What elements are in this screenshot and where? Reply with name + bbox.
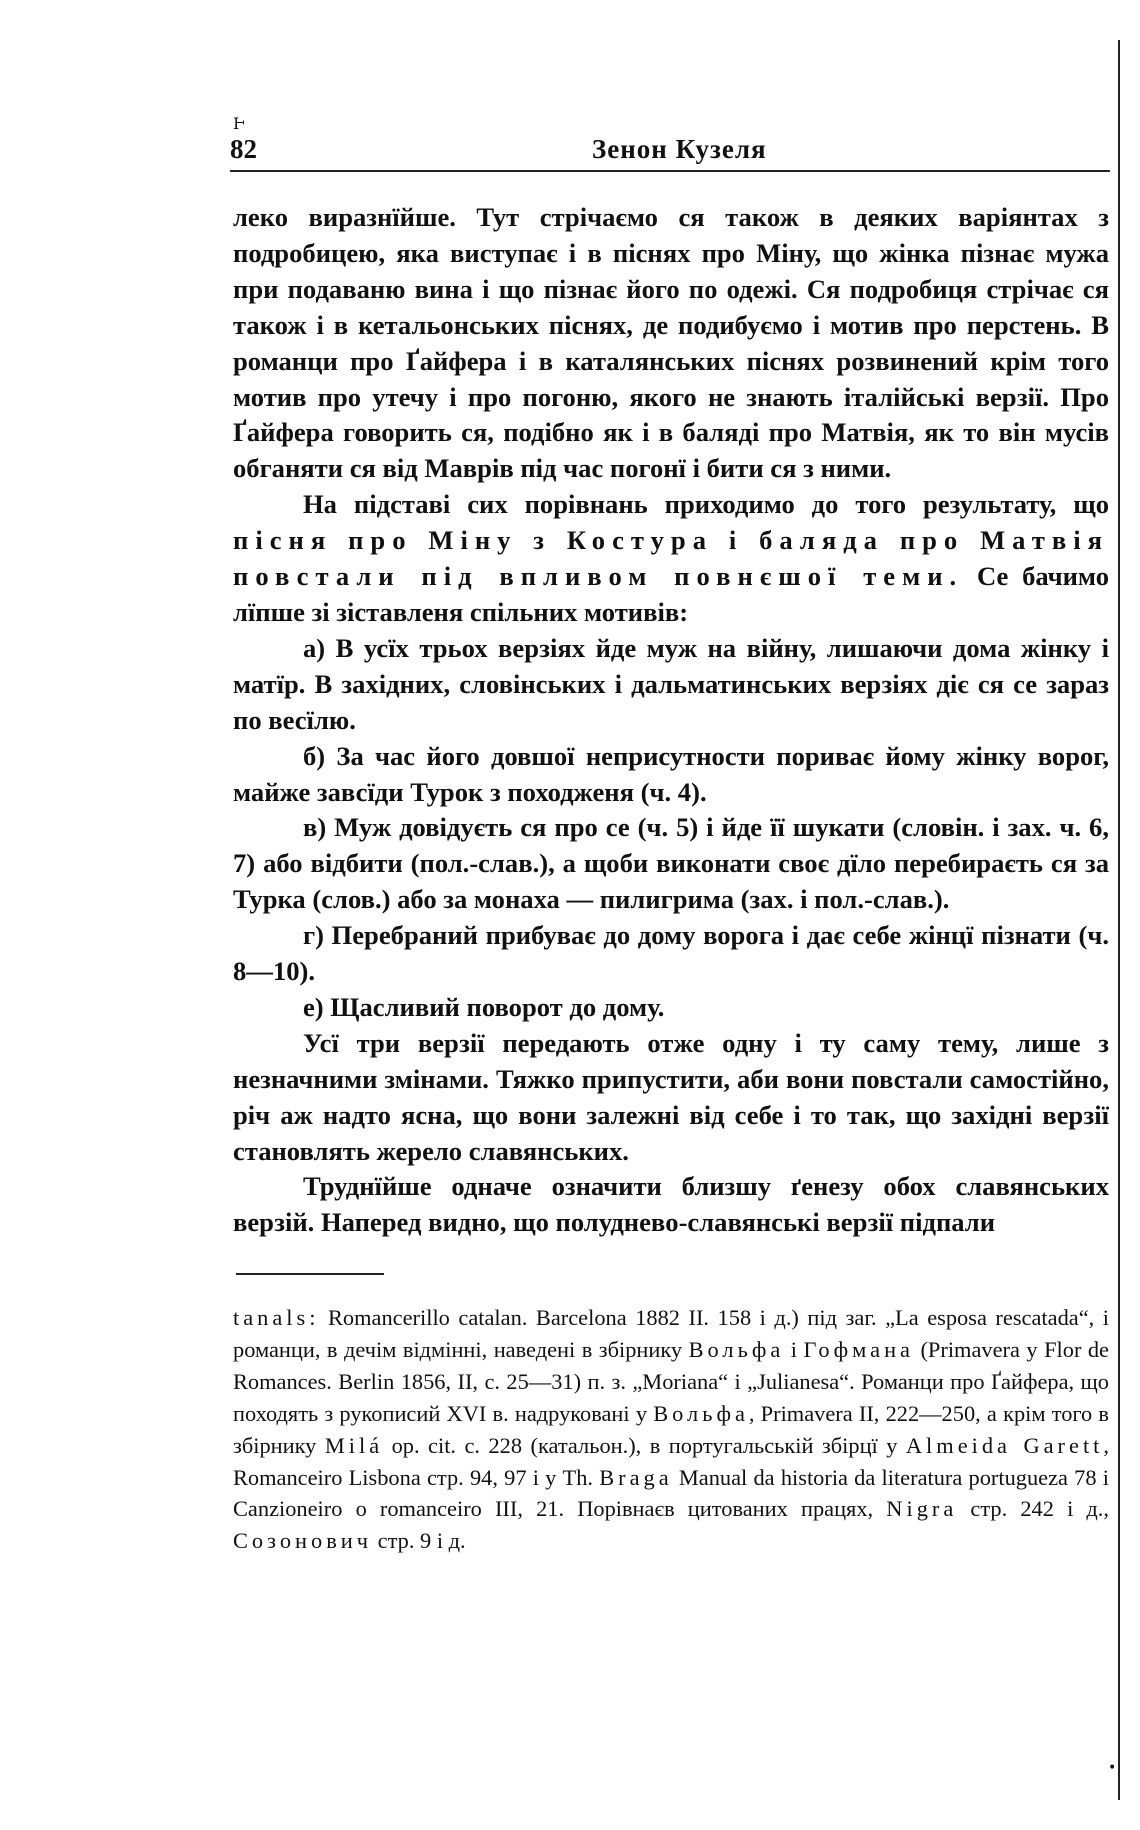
header-tick-mark: Ͱ — [233, 114, 245, 133]
fn-author: Braga — [599, 1464, 673, 1490]
main-text — [233, 200, 1109, 1241]
fn-author: Almeida Garett — [905, 1432, 1104, 1458]
running-header — [230, 134, 1110, 172]
fn-part: , Primavera II, 222—250, а крім того в збірнику — [233, 1400, 1109, 1458]
list-item-g: г) Перебраний прибуває до дому ворога і дає себе жінцї пізнати (ч. 8—10). — [233, 920, 1109, 987]
fn-author: Гофмана — [803, 1336, 914, 1362]
paragraph-results — [233, 487, 1109, 631]
list-item-b: б) За час його довшої неприсутности пориває йому жінку ворог, майже завсїди Турок з походженя (ч. 4). — [233, 740, 1109, 807]
fn-author: Вольфа — [688, 1336, 785, 1362]
list-item-a: а) В усїх трьох верзіях йде муж на війну, лишаючи дома жінку і матїр. В західних, словінських і дальматинських верзіях діє ся се зараз по весїлю. — [233, 632, 1109, 735]
fn-author: Вольфа — [653, 1400, 749, 1426]
running-title: Зенон Кузеля — [592, 134, 767, 164]
footnote — [233, 1302, 1109, 1557]
fn-part: tanals: — [233, 1305, 320, 1330]
list-item-v: в) Муж довідуєть ся про се (ч. 5) і йде її шукати (словін. і зах. ч. 6, 7) або відбити (пол.-слав.), а щоби виконати своє дїло перебираєть ся за Турка (слов.) або за монаха — пилигрима (зах. і пол.-слав.). — [233, 812, 1109, 915]
footnote-text — [233, 1302, 1109, 1557]
fn-part: і — [784, 1336, 804, 1362]
page-number: 82 — [230, 134, 257, 164]
fn-part: стр. 9 і д. — [372, 1528, 466, 1554]
paragraph-results-end: Се бачимо лїпше зі зіставленя спільних мотивів: — [233, 561, 1109, 627]
fn-part: Manual da historia da literatura portugueza 78 і Canzioneiro o romanceiro III, 21. Порівнаєв цитованих працях, — [233, 1464, 1109, 1522]
page-edge-line — [1118, 40, 1120, 1800]
paragraph-continued: леко виразнїйше. Тут стрічаємо ся також в деяких варіянтах з подробицею, яка виступає і в піснях про Міну, що жінка пізнає мужа при подаваню вина і що пізнає його по одежі. Ся подробиця стрічає ся також і в кетальонських піснях, де подибуємо і мотив про перстень. В романци про Ґайфера і в каталянських піснях розвинений крім того мотив про утечу і про погоню, якого не знають італійські верзії. Про Ґайфера говорить ся, подібно як і в баляді про Матвія, як то він мусів обганяти ся від Маврів під час погонї і бити ся з ними. — [233, 202, 1109, 484]
paragraph-genesis: Труднїйше одначе означити близшу ґенезу обох славянських верзій. Наперед видно, що полудневo-славянські верзії підпали — [233, 1171, 1109, 1238]
fn-author: Nigra — [886, 1496, 958, 1522]
fn-part: стр. 242 і д., — [957, 1496, 1110, 1522]
fn-author: Milá — [324, 1432, 384, 1458]
paragraph-three-versions: Усї три верзії передають отже одну і ту саму тему, лише з незначними змінами. Тяжко припустити, аби вони повстали самостійно, річ аж надто ясна, що вони залежні від себе і то так, що західні верзії становлять жерело славянських. — [233, 1027, 1109, 1166]
bottom-dot: • — [1108, 1760, 1117, 1776]
fn-part: Romancerillo catalan. Barcelona 1882 II. 158 і д.) під заг. „La esposa rescatada“, і романци, в дечім відмінні, наведені в збірнику — [233, 1305, 1109, 1362]
fn-part: , Romanceiro Lisbona стр. 94, 97 і у Th. — [233, 1432, 1109, 1490]
fn-part: op. cit. с. 228 (катальон.), в португальській збірцї у — [383, 1432, 906, 1458]
fn-part: (Primavera y Flor de Romances. Berlin 1856, II, с. 25—31) п. з. „Moriana“ і „Julianesa“. Романци про Ґайфера, що походять з рукописий XVI в. надруковані у — [233, 1336, 1109, 1426]
spaced-emphasis: пісня про Міну з Костура і баляда про Матвія повстали під впливом повнєшої теми. — [233, 525, 1109, 592]
fn-author: Созонович — [233, 1528, 373, 1554]
footnote-divider — [236, 1273, 384, 1275]
paragraph-results-start: На підставі сих порівнань приходимо до того результату, що — [303, 489, 1109, 520]
list-item-e: е) Щасливий поворот до дому. — [303, 991, 665, 1022]
